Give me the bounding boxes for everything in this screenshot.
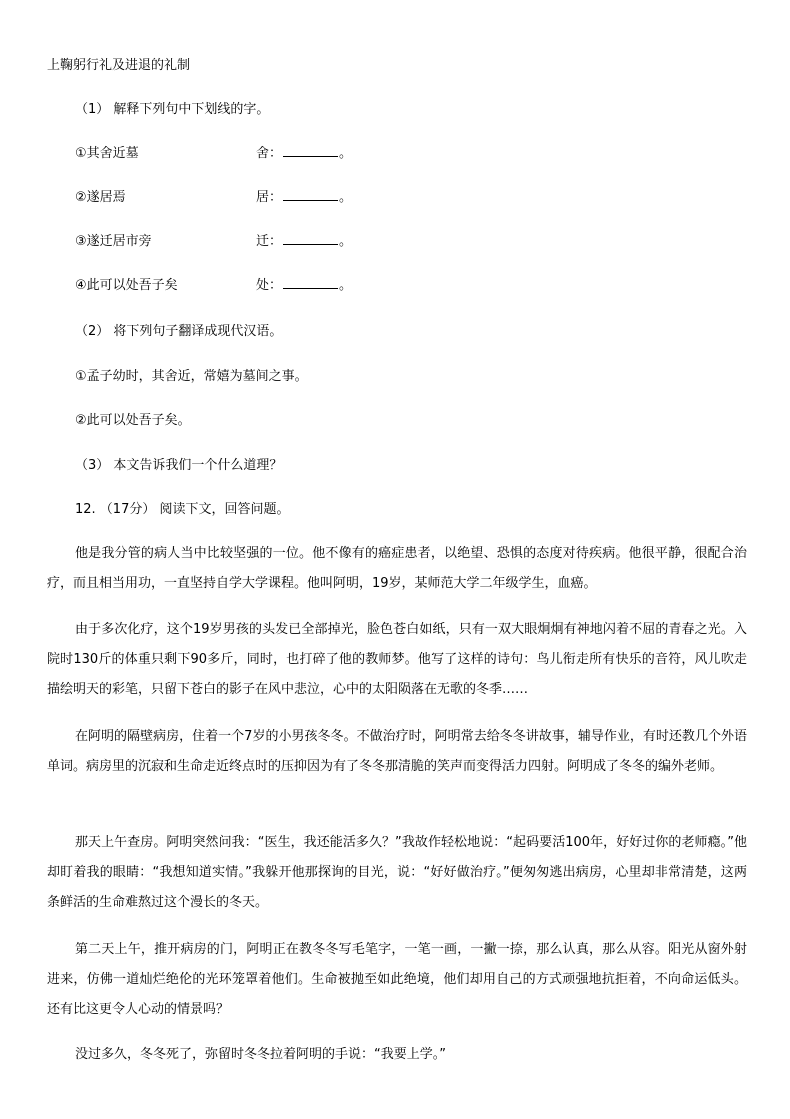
q1-item-phrase: ④此可以处吾子矣 [75, 278, 178, 293]
q1-heading: （1） 解释下列句中下划线的字。 [75, 102, 270, 117]
q1-item-char: 处： [256, 278, 283, 293]
passage-paragraph: 那天上午查房。阿明突然问我：“医生，我还能活多久？”我故作轻松地说：“起码要活100年，好好过你的老师瘾。”他却盯着我的眼睛：“我想知道实情。”我躲开他那探询的目光，说：“好好做治疗。”便匆匆逃出病房，心里却非常清楚，这两条鲜活的生命难熬过这个漫长的冬天。 [47, 835, 747, 910]
passage-paragraph: 由于多次化疗，这个19岁男孩的头发已全部掉光，脸色苍白如纸，只有一双大眼炯炯有神地闪着不屈的青春之光。入院时130斤的体重只剩下90多斤，同时，也打碎了他的教师梦。他写了这样的诗句：鸟儿衔走所有快乐的音符，风儿吹走描绘明天的彩笔，只留下苍白的影子在风中悲泣，心中的太阳陨落在无歌的冬季…… [47, 622, 747, 697]
q3-heading: （3） 本文告诉我们一个什么道理？ [75, 458, 283, 473]
q1-item-phrase: ②遂居焉 [75, 190, 126, 205]
top-line: 上鞠躬行礼及进退的礼制 [47, 58, 191, 73]
q2-heading: （2） 将下列句子翻译成现代汉语。 [75, 324, 283, 339]
q2-item: ②此可以处吾子矣。 [75, 413, 191, 428]
q1-item-char: 迁： [256, 234, 283, 249]
q1-item-char: 舍： [256, 146, 283, 161]
answer-blank [283, 189, 338, 201]
passage-paragraph: 他是我分管的病人当中比较坚强的一位。他不像有的癌症患者，以绝望、恐惧的态度对待疾病。他很平静，很配合治疗，而且相当用功，一直坚持自学大学课程。他叫阿明，19岁，某师范大学二年级学生，血癌。 [47, 546, 747, 591]
q1-item-answer [256, 144, 352, 164]
q1-item-end: 。 [339, 146, 353, 161]
q1-item-answer [256, 232, 352, 252]
q1-item-answer [256, 188, 352, 208]
q1-item-phrase: ③遂迁居市旁 [75, 234, 152, 249]
q1-item-end: 。 [339, 190, 353, 205]
q1-item-phrase: ①其舍近墓 [75, 146, 139, 161]
q2-item: ①孟子幼时，其舍近，常嬉为墓间之事。 [75, 369, 308, 384]
answer-blank [283, 233, 338, 245]
q1-item-end: 。 [339, 234, 353, 249]
answer-blank [283, 277, 338, 289]
q1-item-char: 居： [256, 190, 283, 205]
passage-paragraph: 在阿明的隔壁病房，住着一个7岁的小男孩冬冬。不做治疗时，阿明常去给冬冬讲故事，辅导作业，有时还教几个外语单词。病房里的沉寂和生命走近终点时的压抑因为有了冬冬那清脆的笑声而变得活力四射。阿明成了冬冬的编外老师。 [47, 729, 747, 774]
q1-item-end: 。 [339, 278, 353, 293]
passage-paragraph: 第二天上午，推开病房的门，阿明正在教冬冬写毛笔字，一笔一画，一撇一捺，那么认真，那么从容。阳光从窗外射进来，仿佛一道灿烂绝伦的光环笼罩着他们。生命被抛至如此绝境，他们却用自己的方式顽强地抗拒着，不向命运低头。还有比这更令人心动的情景吗？ [47, 942, 747, 1017]
q12-heading: 12. （17分） 阅读下文，回答问题。 [75, 502, 290, 517]
q1-item-answer [256, 276, 352, 296]
answer-blank [283, 145, 338, 157]
passage-paragraph: 没过多久，冬冬死了，弥留时冬冬拉着阿明的手说：“我要上学。” [75, 1047, 446, 1062]
